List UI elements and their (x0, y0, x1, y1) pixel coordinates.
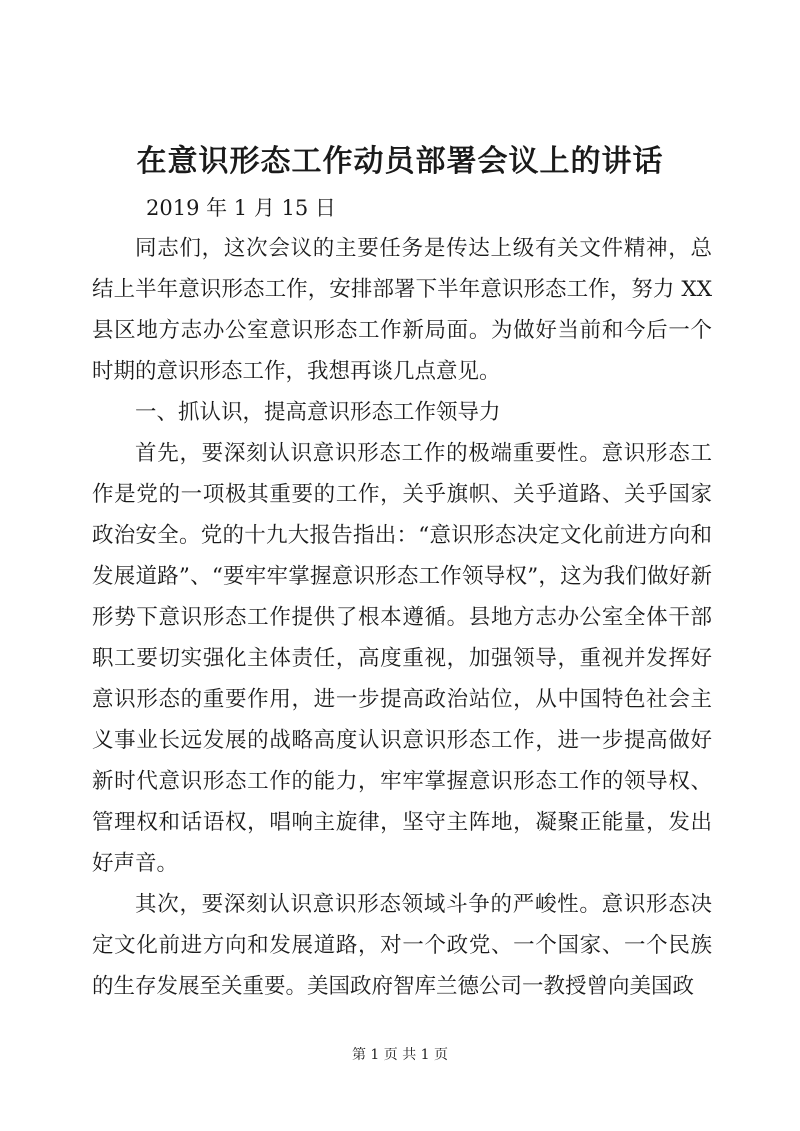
paragraph-first-point: 首先，要深刻认识意识形态工作的极端重要性。意识形态工作是党的一项极其重要的工作，关乎旗帜、关乎道路、关乎国家政治安全。党的十九大报告指出：“意识形态决定文化前进方向和发展道路”、“要牢牢掌握意识形态工作领导权”，这为我们做好新形势下意识形态工作提供了根本遵循。县地方志办公室全体干部职工要切实强化主体责任，高度重视，加强领导，重视并发挥好意识形态的重要作用，进一步提高政治站位，从中国特色社会主义事业长远发展的战略高度认识意识形态工作，进一步提高做好新时代意识形态工作的能力，牢牢掌握意识形态工作的领导权、管理权和话语权，唱响主旋律，坚守主阵地，凝聚正能量，发出好声音。 (92, 441, 712, 876)
section-heading-1: 一、抓认识，提高意识形态工作领导力 (135, 400, 501, 425)
paragraph-intro: 同志们，这次会议的主要任务是传达上级有关文件精神，总结上半年意识形态工作，安排部署下半年意识形态工作，努力 XX 县区地方志办公室意识形态工作新局面。为做好当前和今后一个时期的意识形态工作，我想再谈几点意见。 (92, 236, 712, 384)
paragraph-second-point: 其次，要深刻认识意识形态领域斗争的严峻性。意识形态决定文化前进方向和发展道路，对一个政党、一个国家、一个民族的生存发展至关重要。美国政府智库兰德公司一教授曾向美国政 (92, 892, 712, 999)
page-footer: 第 1 页 共 1 页 (351, 1047, 449, 1063)
document-title: 在意识形态工作动员部署会议上的讲话 (136, 144, 664, 179)
document-body (92, 228, 712, 1007)
document-date: 2019 年 1 月 15 日 (146, 196, 336, 220)
